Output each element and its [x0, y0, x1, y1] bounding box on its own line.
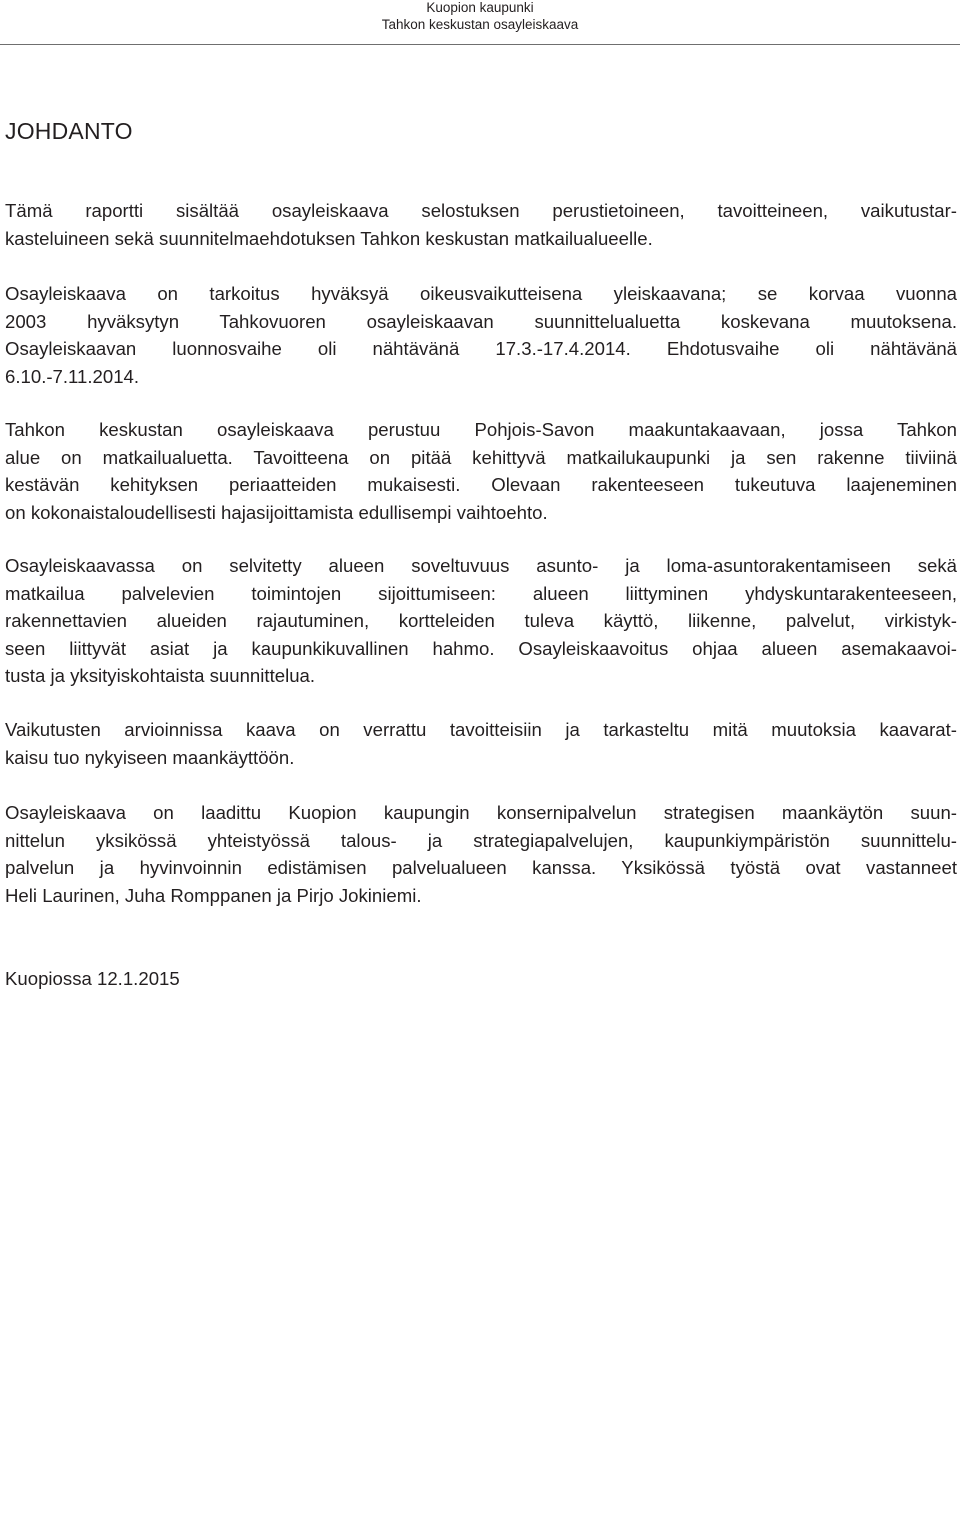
- paragraph-line: Osayleiskaavassa on selvitetty alueen soveltuvuus asunto- ja loma-asuntorakentamiseen sekä: [5, 555, 957, 576]
- paragraph-line: seen liittyvät asiat ja kaupunkikuvallinen hahmo. Osayleiskaavoitus ohjaa alueen asemakaavoi-: [5, 637, 957, 659]
- paragraph-line: rakennettavien alueiden rajautuminen, kortteleiden tuleva käyttö, liikenne, palvelut, virkistyk-: [5, 610, 957, 631]
- paragraph-line: 6.10.-7.11.2014.: [5, 365, 140, 387]
- paragraph-line: Heli Laurinen, Juha Romppanen ja Pirjo Jokiniemi.: [5, 884, 422, 906]
- paragraph-line: Vaikutusten arvioinnissa kaava on verrattu tavoitteisiin ja tarkasteltu mitä muutoksia kaavarat-: [5, 719, 957, 740]
- paragraph-line: on kokonaistaloudellisesti hajasijoittamista edullisempi vaihtoehto.: [5, 501, 548, 523]
- running-header: [0, 0, 960, 33]
- paragraph-line: Osayleiskaavan luonnosvaihe oli nähtävänä 17.3.-17.4.2014. Ehdotusvaihe oli nähtävänä: [5, 338, 957, 359]
- header-document-title: Tahkon keskustan osayleiskaava: [381, 16, 579, 32]
- paragraph-line: kestävän kehityksen periaatteiden mukaisesti. Olevaan rakenteeseen tukeutuva laajeneminen: [5, 474, 957, 495]
- paragraph-line: matkailua palvelevien toimintojen sijoittumiseen: alueen liittyminen yhdyskuntarakenteeseen,: [5, 582, 957, 604]
- paragraph-line: Osayleiskaava on tarkoitus hyväksyä oikeusvaikutteisena yleiskaavana; se korvaa vuonna: [5, 283, 957, 304]
- page-title: JOHDANTO: [5, 118, 133, 144]
- paragraph-line: Tämä raportti sisältää osayleiskaava selostuksen perustietoineen, tavoitteineen, vaikutustar-: [5, 200, 957, 221]
- paragraph-4: [5, 552, 957, 690]
- paragraph-3: [5, 416, 957, 526]
- paragraph-1: [5, 197, 957, 252]
- paragraph-line: alue on matkailualuetta. Tavoitteena on pitää kehittyvä matkailukaupunki ja sen rakenne tiiviinä: [5, 446, 957, 468]
- paragraph-line: palvelun ja hyvinvoinnin edistämisen palvelualueen kanssa. Yksikössä työstä ovat vastanneet: [5, 857, 957, 878]
- paragraph-line: tusta ja yksityiskohtaista suunnittelua.: [5, 665, 316, 686]
- signoff-place-date: Kuopiossa 12.1.2015: [5, 968, 180, 989]
- paragraph-line: Osayleiskaava on laadittu Kuopion kaupungin konsernipalvelun strategisen maankäytön suun-: [5, 802, 957, 823]
- paragraph-line: Tahkon keskustan osayleiskaava perustuu Pohjois-Savon maakuntakaavaan, jossa Tahkon: [5, 419, 957, 440]
- paragraph-6: [5, 799, 957, 909]
- paragraph-5: [5, 716, 957, 771]
- header-organization: Kuopion kaupunki: [426, 0, 534, 15]
- paragraph-line: kaisu tuo nykyiseen maankäyttöön.: [5, 746, 295, 768]
- header-divider: [0, 44, 960, 45]
- paragraph-line: 2003 hyväksytyn Tahkovuoren osayleiskaavan suunnittelualuetta koskevana muutoksena.: [5, 310, 957, 332]
- paragraph-line: kasteluineen sekä suunnitelmaehdotuksen Tahkon keskustan matkailualueelle.: [5, 227, 653, 249]
- paragraph-2: [5, 280, 957, 390]
- paragraph-line: nittelun yksikössä yhteistyössä talous- ja strategiapalvelujen, kaupunkiympäristön suunnittelu-: [5, 829, 957, 851]
